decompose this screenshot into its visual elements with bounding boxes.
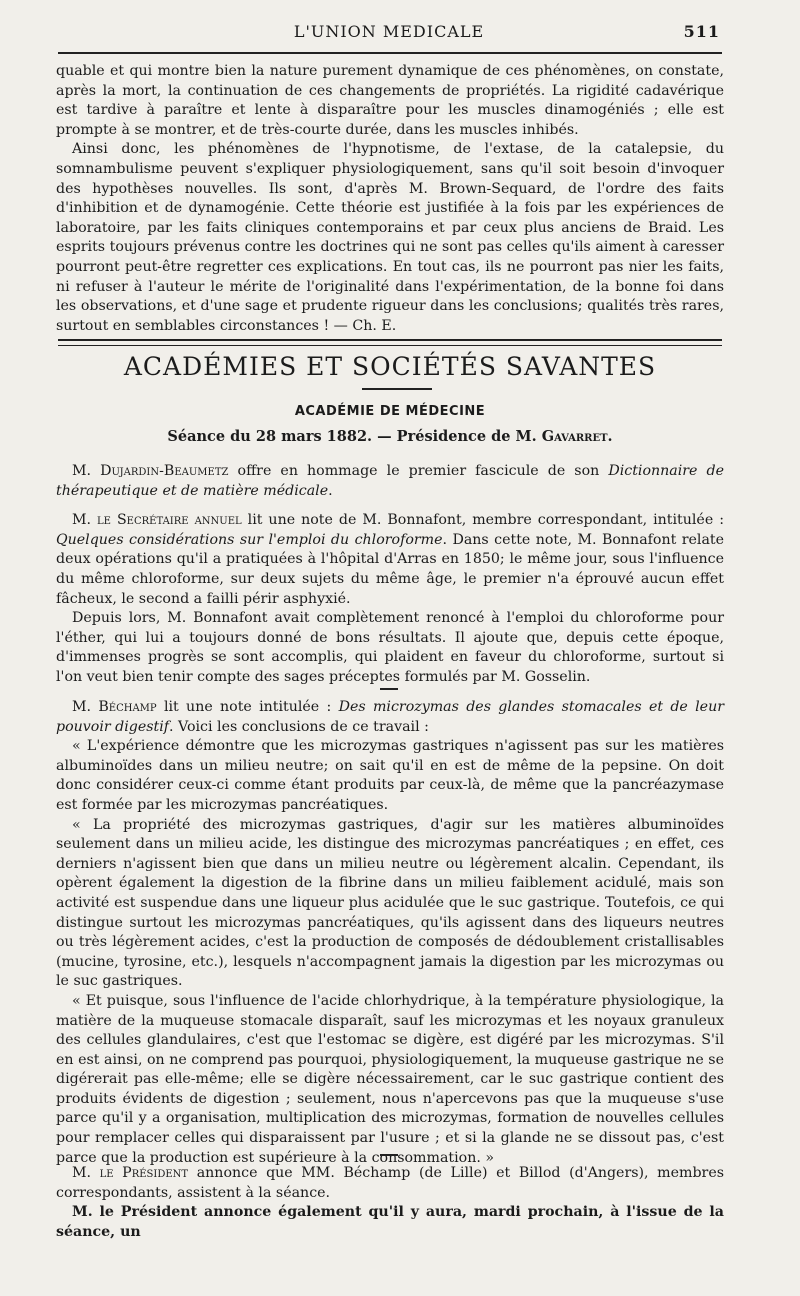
p5-text: annonce que MM. Béchamp (de Lille) et Billod (d'Angers), membres correspondants, assistent à la séance.	[56, 1165, 725, 1201]
secretary-name: le Secrétaire annuel	[97, 512, 242, 529]
paragraph-bonnafont-ether: Depuis lors, M. Bonnafont avait complètement renoncé à l'emploi du chloroforme pour l'éther, qui lui a toujours donné de bons résultats. Il ajoute que, depuis cette époque, d'immenses progrès se sont accomplis, qui plaident en faveur du chloroforme, surtout si l'on veut bien tenir compte des sages préceptes formulés par M. Gosselin.	[56, 610, 724, 685]
separator-dash-1	[380, 688, 398, 690]
academy-heading: ACADÉMIE DE MÉDECINE	[294, 404, 486, 419]
section-divider	[58, 339, 722, 346]
paragraph-conclusion: Ainsi donc, les phénomènes de l'hypnotisme, de l'extase, de la catalepsie, du somnambulisme peuvent s'expliquer physiologiquement, sans qu'il soit besoin d'invoquer des hypothèses nouvelles. Ils sont, d'après M. Brown-Sequard, de l'ordre des faits d'inhibition et de dynamogénie. Cette théorie est justifiée à la fois par les expériences de laboratoire, par les faits cliniques contemporains et par ceux plus anciens de Braid. Les esprits toujours prévenus contre les doctrines qui ne sont pas celles qu'ils aiment à caresser pourront peut-être regretter ces explications. En tout cas, ils ne pourront pas nier les faits, ni refuser à l'auteur le mérite de l'originalité dans l'expérimentation, de la bonne foi dans les observations, et d'une sage et prudente rigueur dans les conclusions; qualités très rares, surtout en semblables circonstances ! — Ch. E.	[56, 141, 724, 334]
dujardin-name: Dujardin-Beaumetz	[100, 463, 229, 479]
paragraph-president-announce	[56, 1164, 724, 1203]
running-title: L'UNION MEDICALE	[293, 22, 485, 41]
p1-text: offre en hommage le premier fascicule de son	[228, 463, 609, 479]
p4-lead: M.	[72, 699, 99, 715]
minutes-block-3	[56, 1164, 724, 1242]
quote-paragraph-1: « L'expérience démontre que les microzymas gastriques n'agissent pas sur les matières albuminoïdes dans un milieu neutre; on sait qu'il en est de même de la pepsine. On doit donc considérer ceux-ci comme étant produits par ceux-là, de même que la pancréazymase est formée par les microzymas pancréatiques.	[56, 738, 724, 813]
paragraph-hommage	[56, 462, 724, 501]
title-underline	[362, 388, 432, 390]
dictionnaire-title: Dictionnaire de thérapeutique et de matière médicale	[56, 463, 725, 499]
note-title: Quelques considérations sur l'emploi du chloroforme	[56, 531, 443, 548]
minutes-block-2	[56, 698, 724, 1168]
p1-end: .	[328, 482, 333, 499]
p4-rest: . Voici les conclusions de ce travail :	[169, 718, 429, 735]
separator-dash-2	[380, 1154, 398, 1156]
page-number: 511	[683, 22, 720, 41]
minutes-block-1	[56, 462, 724, 688]
seance-prefix: Séance du 28 mars 1882. — Présidence de M.	[167, 428, 542, 445]
quote-paragraph-3: « Et puisque, sous l'influence de l'acide chlorhydrique, à la température physiologique, la matière de la muqueuse stomacale disparaît, sauf les microzymas et les noyaux granuleux des cellules glandulaires, c'est que l'estomac se digère, est digéré par les microzymas. S'il en est ainsi, on ne comprend pas pourquoi, physiologiquement, la muqueuse gastrique ne se digérerait pas elle-même; elle se digère nécessairement, car le suc gastrique contient des produits évidents de digestion ; seulement, nous n'apercevons pas que la muqueuse s'use parce qu'il y a organisation, multiplication des microzymas, formation de nouvelles cellules pour remplacer celles qui disparaissent par l'usure ; et si la glande ne se dissout pas, c'est parce que la production est supérieure à la consommation. »	[56, 992, 724, 1166]
p2-rest: . Dans cette note, M. Bonnafont relate deux opérations qu'il a pratiquées à l'hôpital d'Arras en 1850; le même jour, sous l'influence du même chloroforme, sur deux sujets du même âge, le premier n'a éprouvé aucun effet fâcheux, le second a failli périr asphyxié.	[56, 531, 724, 607]
header-rule	[58, 52, 722, 54]
paragraph-bechamp	[56, 698, 724, 737]
bechamp-note-title: Des microzymas des glandes stomacales et de leur pouvoir digestif	[56, 699, 724, 735]
president-label: le Président	[99, 1165, 189, 1181]
section-title: ACADÉMIES ET SOCIÉTÉS SAVANTES	[123, 352, 657, 381]
president-name: Gavarret	[541, 428, 608, 445]
bechamp-name: Béchamp	[98, 699, 157, 715]
p1-lead: M.	[72, 463, 101, 479]
paragraph-bonnafont-note	[56, 511, 724, 609]
p4-text: lit une note intitulée :	[156, 699, 339, 715]
p2-lead: M.	[72, 512, 98, 529]
p5-lead: M.	[72, 1165, 100, 1181]
quote-paragraph-2: « La propriété des microzymas gastriques, d'agir sur les matières albuminoïdes seulement dans un milieu acide, les distingue des microzymas pancréatiques ; en effet, ces derniers n'agissent bien que dans un milieu neutre ou légèrement alcalin. Cependant, ils opèrent également la digestion de la fibrine dans un milieu faiblement acidulé, mais son activité est suspendue dans une liqueur plus acidulée que le suc gastrique. Toutefois, ce qui distingue surtout les microzymas pancréatiques, qu'ils agissent dans des liqueurs neutres ou très légèrement acides, c'est la production de composés de dédoublement cristallisables (mucine, tyrosine, etc.), lesquels n'accompagnent jamais la digestion par les microzymas ou le suc gastriques.	[56, 816, 724, 990]
p2-text: lit une note de M. Bonnafont, membre correspondant, intitulée :	[241, 512, 724, 529]
running-header	[58, 22, 720, 44]
seance-suffix: .	[607, 428, 613, 445]
paragraph-rigidity: quable et qui montre bien la nature purement dynamique de ces phénomènes, on constate, après la mort, la continuation de ces changements de propriétés. La rigidité cadavérique est tardive à paraître et lente à disparaître pour les muscles dinamogéniés ; elle est prompte à se montrer, et de très-courte durée, dans les muscles inhibés.	[56, 63, 724, 138]
seance-line	[58, 428, 722, 445]
paragraph-president-next: M. le Président annonce également qu'il y aura, mardi prochain, à l'issue de la séance, un	[56, 1204, 724, 1240]
article-continuation	[56, 62, 724, 336]
